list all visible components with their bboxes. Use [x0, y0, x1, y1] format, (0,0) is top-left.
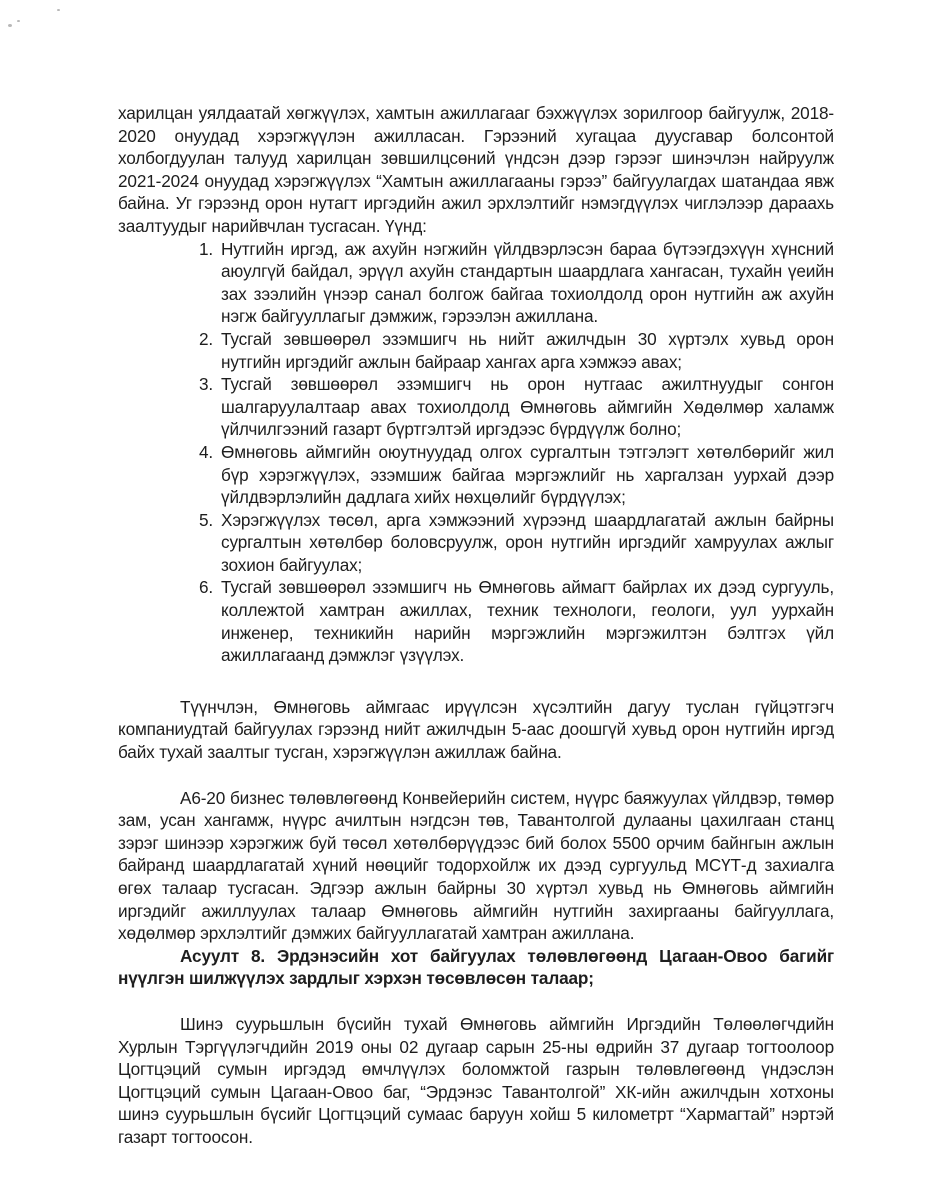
list-item-number: 5. — [199, 509, 214, 530]
paragraph-settlement-zone: Шинэ суурьшлын бүсийн тухай Өмнөговь аймгийн Иргэдийн Төлөөлөгчдийн Хурлын Тэргүүлэгчдийн 2019 оны 02 дугаар сарын 25-ны өдрийн 37 дугаар тогтоолоор Цогтцэций сумын иргэдэд өмчлүүлэх боломжтой газрын төлөвлөгөөнд үндэслэн Цогтцэций сумын Цагаан-Овоо баг, “Эрдэнэс Тавантолгой” ХК-ийн ажилчдын хотхоны шинэ суурьшлын бүсийг Цогтцэций сумаас баруун хойш 5 километрт “Хармагтай” нэртэй газарт тогтоосон. — [118, 1013, 834, 1147]
intro-paragraph: харилцан уялдаатай хөгжүүлэх, хамтын ажиллагааг бэхжүүлэх зорилгоор байгуулж, 2018-2020 онуудад хэрэгжүүлэн ажилласан. Гэрээний хугацаа дуусгавар болсонтой холбогдуулан талууд харилцан зөвшилцсөний үндсэн дээр гэрээг шинэчлэн найруулж 2021-2024 онуудад хэрэгжүүлэх “Хамтын ажиллагааны гэрээ” байгуулагдах шатандаа явж байна. Уг гэрээнд орон нутагт иргэдийн ажил эрхлэлтийг нэмэгдүүлэх чиглэлээр дараахь заалтуудыг нарийвчлан тусгасан. Үүнд: — [118, 103, 834, 236]
list-item-text: Тусгай зөвшөөрөл эзэмшигч нь Өмнөговь аймагт байрлах их дээд сургууль, коллежтой хамтран ажиллах, техник технологи, геологи, уул уурхайн инженер, техникийн нарийн мэргэжлийн мэргэжилтэн бэлтгэх үйл ажиллагаанд дэмжлэг үзүүлэх. — [221, 577, 834, 666]
scan-speck — [57, 9, 60, 11]
paragraph-business-plan: А6-20 бизнес төлөвлөгөөнд Конвейерийн систем, нүүрс баяжуулах үйлдвэр, төмөр зам, усан хангамж, нүүрс ачилтын нэгдсэн төв, Тавантолгой дулааны цахилгаан станц зэрэг шинээр хэрэгжиж буй төсөл хөтөлбөрүүдээс бий болох 5500 орчим байнгын ажлын байранд шаардлагатай хүний нөөцийг тодорхойлж их дээд сургуульд МСҮТ-д захиалга өгөх талаар тусгасан. Эдгээр ажлын байрны 30 хүртэл хувьд нь Өмнөговь аймгийн иргэдийг ажиллуулах талаар Өмнөговь аймгийн нутгийн захиргааны байгууллага, хөдөлмөр эрхлэлтийг дэмжих байгууллагатай хамтран ажиллана. — [118, 787, 834, 944]
scan-speck — [17, 20, 20, 22]
list-item-number: 3. — [199, 374, 214, 395]
list-item-number: 2. — [199, 328, 214, 349]
list-item — [199, 238, 834, 328]
list-item-text: Нутгийн иргэд, аж ахуйн нэгжийн үйлдвэрлэсэн бараа бүтээгдэхүүн хүнсний аюулгүй байдал, эрүүл ахуйн стандартын шаардлага хангасан, тухайн үеийн зах зээлийн үнээр санал болгож байгаа тохиолдолд орон нутгийн аж ахуйн нэгж байгууллагыг дэмжиж, гэрээлэн ажиллана. — [221, 238, 834, 327]
paragraph-local-citizens-subcontractors: Түүнчлэн, Өмнөговь аймгаас ирүүлсэн хүсэлтийн дагуу туслан гүйцэтгэгч компаниудтай байгуулах гэрээнд нийт ажилчдын 5-аас доошгүй хувьд орон нутгийн иргэд байх тухай заалтыг тусган, хэрэгжүүлэн ажиллаж байна. — [118, 696, 834, 763]
scan-speck — [8, 24, 12, 27]
question-heading: Асуулт 8. Эрдэнэсийн хот байгуулах төлөвлөгөөнд Цагаан-Овоо багийг нүүлгэн шилжүүлэх зардлыг хэрхэн төсөвлөсөн талаар; — [118, 945, 834, 989]
list-item — [199, 509, 834, 577]
list-item-text: Тусгай зөвшөөрөл эзэмшигч нь орон нутгаас ажилтнуудыг сонгон шалгаруулалтаар авах тохиолдолд Өмнөговь аймгийн Хөдөлмөр халамж үйлчилгээний газарт бүртгэлтэй иргэдээс бүрдүүлж болно; — [221, 374, 834, 440]
list-item-number: 1. — [199, 238, 214, 259]
document-page — [118, 102, 834, 1149]
provisions-list — [118, 238, 834, 667]
list-item — [199, 576, 834, 666]
list-item — [199, 373, 834, 441]
list-item — [199, 328, 834, 373]
list-item-text: Тусгай зөвшөөрөл эзэмшигч нь нийт ажилчдын 30 хүртэлх хувьд орон нутгийн иргэдийг ажлын байраар хангах арга хэмжээ авах; — [221, 328, 834, 372]
list-item-text: Хэрэгжүүлэх төсөл, арга хэмжээний хүрээнд шаардлагатай ажлын байрны сургалтын хөтөлбөр боловсруулж, орон нутгийн иргэдийг хамруулах ажлыг зохион байгуулах; — [221, 509, 834, 575]
list-item-text: Өмнөговь аймгийн оюутнуудад олгох сургалтын тэтгэлэгт хөтөлбөрийг жил бүр хэрэгжүүлэх, эзэмшиж байгаа мэргэжлийг нь харгалзан уурхай дээр үйлдвэрлэлийн дадлага хийх нөхцөлийг бүрдүүлэх; — [221, 441, 834, 508]
list-item — [199, 441, 834, 509]
list-item-number: 6. — [199, 577, 214, 598]
list-item-number: 4. — [199, 441, 214, 462]
